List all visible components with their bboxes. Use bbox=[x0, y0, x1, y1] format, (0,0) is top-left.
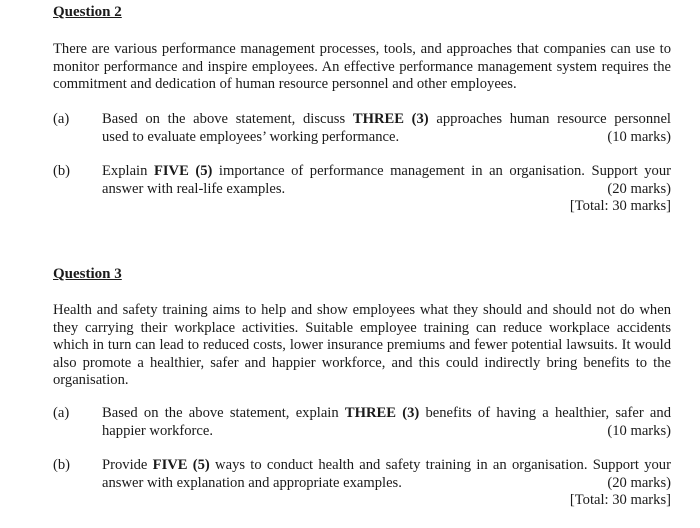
question-2-a-line2: used to evaluate employees’ working performance. bbox=[102, 128, 400, 145]
question-2-a-bold: THREE (3) bbox=[352, 111, 429, 127]
question-3-b-post: ways to conduct health and safety training in an organisation. Support your bbox=[209, 457, 671, 473]
question-3-a-pre: Based on the above statement, explain bbox=[102, 405, 345, 421]
question-3-b-pre: Provide bbox=[102, 457, 153, 473]
question-3-a-marks: (10 marks) bbox=[607, 422, 671, 439]
question-2-b-post: importance of performance management in an organisation. Support your bbox=[212, 163, 671, 179]
question-3-b-bold: FIVE (5) bbox=[152, 457, 210, 473]
question-2-a-marks: (10 marks) bbox=[607, 128, 671, 145]
question-3-a-line2: happier workforce. bbox=[102, 422, 214, 439]
question-3-title: Question 3 bbox=[53, 266, 122, 282]
question-3-b-label: (b) bbox=[53, 457, 71, 473]
question-2-b-label: (b) bbox=[53, 163, 71, 179]
question-2-b-marks: (20 marks) bbox=[607, 180, 671, 197]
question-3-b-text bbox=[102, 457, 671, 492]
question-3-total: [Total: 30 marks] bbox=[569, 492, 671, 508]
question-3-a-label: (a) bbox=[53, 405, 70, 421]
question-3-a-text bbox=[102, 405, 671, 440]
question-2-b-bold: FIVE (5) bbox=[153, 163, 213, 179]
question-3-b-line2: answer with explanation and appropriate examples. bbox=[102, 474, 402, 491]
question-3-intro: Health and safety training aims to help and show employees what they should and should not do when they carrying their workplace activities. Suitable employee training can reduce workplace accidents which in turn can lead to reduced costs, lower insurance premiums and fewer potential lawsuits. It would also promote a healthier, safer and happier workforce, and this could indirectly bring benefits to the organisation. bbox=[53, 302, 671, 388]
question-2-b-pre: Explain bbox=[102, 163, 154, 179]
question-2-title: Question 2 bbox=[53, 4, 122, 20]
question-2-a-pre: Based on the above statement, discuss bbox=[102, 111, 353, 127]
question-2-a-post: approaches human resource personnel bbox=[428, 111, 671, 127]
question-2-b-line2: answer with real-life examples. bbox=[102, 180, 286, 197]
question-3-a-post: benefits of having a healthier, safer and bbox=[419, 405, 671, 421]
question-3-b-marks: (20 marks) bbox=[607, 474, 671, 491]
question-2-intro: There are various performance management processes, tools, and approaches that companies can use to monitor performance and inspire employees. An effective performance management system requires the commitment and dedication of human resource personnel and other employees. bbox=[53, 41, 671, 92]
question-2-total: [Total: 30 marks] bbox=[569, 198, 671, 214]
question-3-a-bold: THREE (3) bbox=[344, 405, 420, 421]
question-2-a-text bbox=[102, 111, 671, 146]
question-2-b-text bbox=[102, 163, 671, 198]
question-2-a-label: (a) bbox=[53, 111, 70, 127]
